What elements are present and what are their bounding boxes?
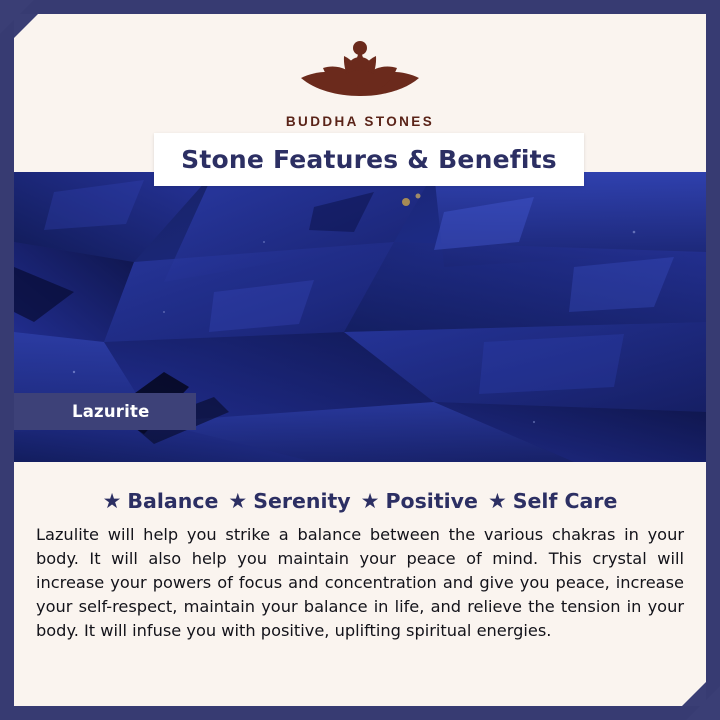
- keyword-label: Serenity: [253, 489, 351, 513]
- star-icon: ★: [487, 488, 507, 513]
- keyword-label: Positive: [385, 489, 478, 513]
- star-icon: ★: [228, 488, 248, 513]
- keyword-list: [14, 462, 706, 513]
- poster-card: [14, 14, 706, 706]
- card-corner-top-left: [14, 14, 38, 38]
- stone-description: Lazulite will help you strike a balance between the various chakras in your body. It will also help you maintain your peace of mind. This crystal will increase your powers of focus and concentration and give you peace, increase your self-respect, maintain your balance in life, and relieve the tension in your body. It will infuse you with positive, uplifting spiritual energies.: [36, 525, 684, 640]
- keyword-item: [228, 489, 350, 513]
- page-title-banner: [154, 133, 584, 186]
- stone-name-tag: [14, 393, 196, 430]
- star-icon: ★: [360, 488, 380, 513]
- keyword-item: [103, 489, 219, 513]
- keyword-item: [488, 489, 617, 513]
- keyword-label: Self Care: [512, 489, 618, 513]
- keyword-label: Balance: [127, 489, 219, 513]
- brand-name: BUDDHA STONES: [285, 114, 435, 129]
- stone-name: Lazurite: [72, 402, 150, 421]
- brand-logo: [14, 24, 706, 129]
- page-title: Stone Features & Benefits: [181, 145, 557, 174]
- star-icon: ★: [102, 488, 122, 513]
- card-corner-bottom-right: [682, 682, 706, 706]
- lotus-buddha-icon: [285, 24, 435, 112]
- keyword-item: [361, 489, 478, 513]
- benefits-panel: [14, 462, 706, 706]
